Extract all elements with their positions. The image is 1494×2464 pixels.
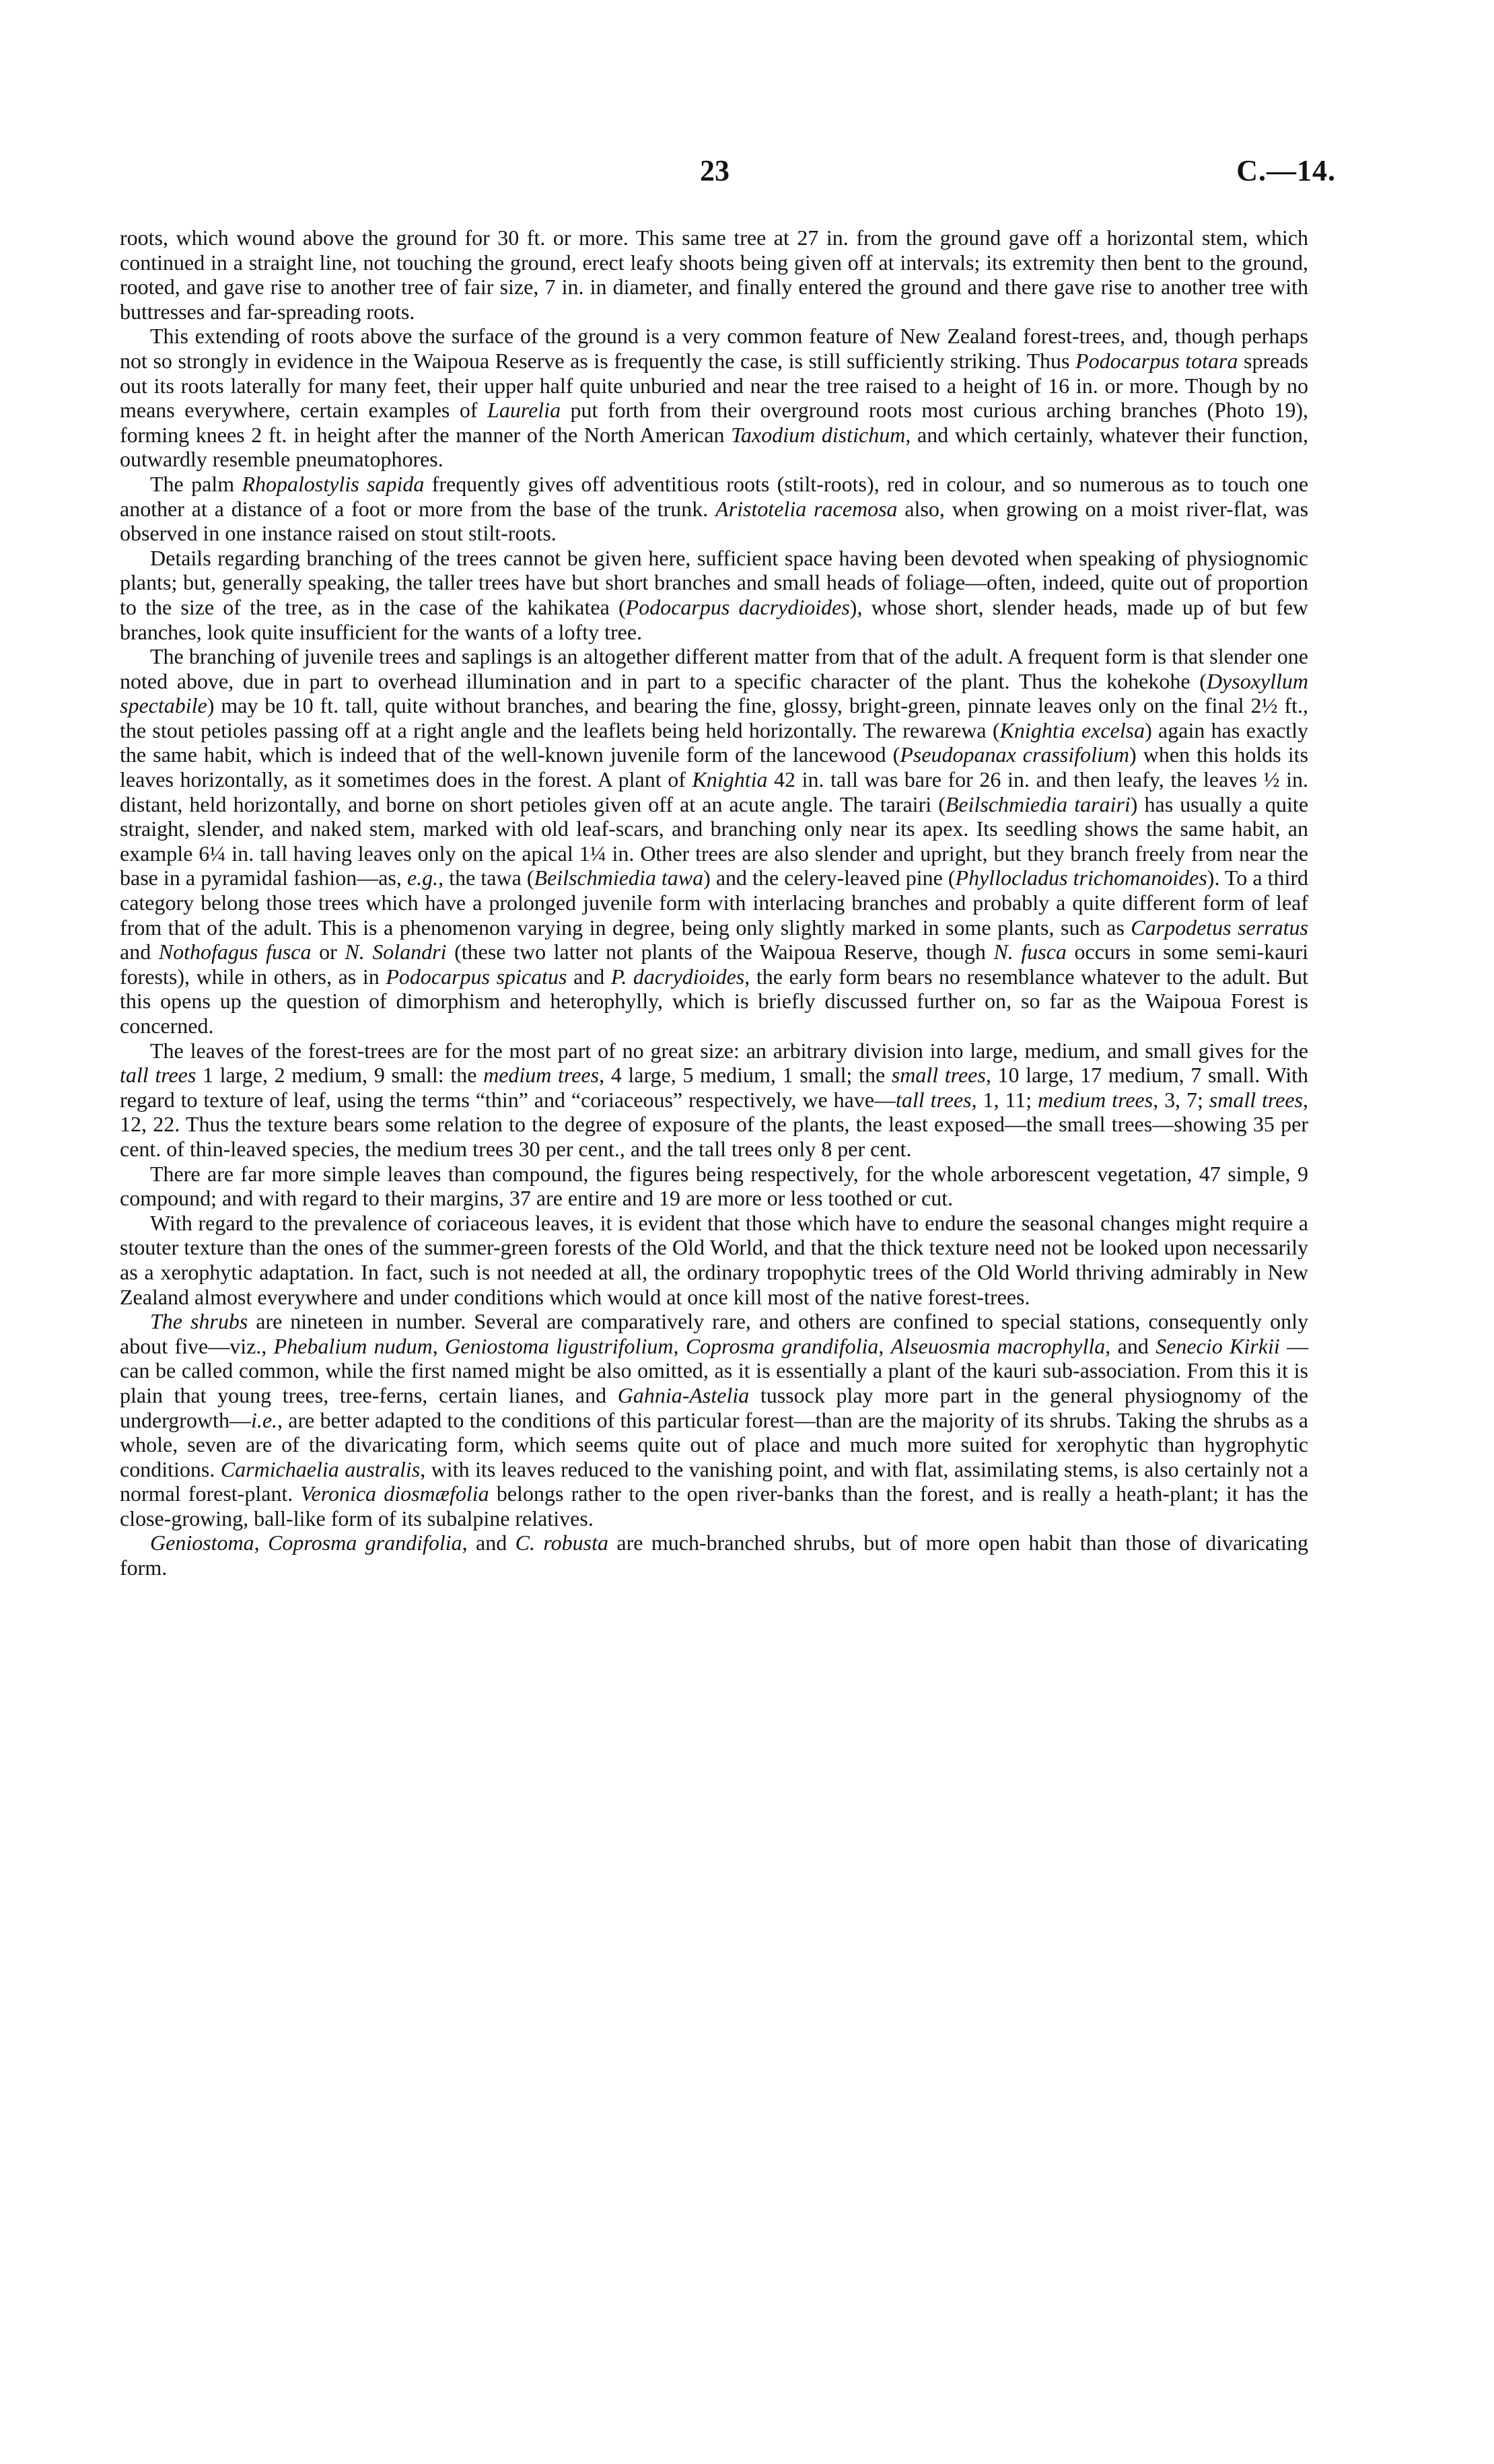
paragraph: There are far more simple leaves than compound, the figures being respectively, for the whole arborescent vegetation, 47 simple, 9 compound; and with regard to their margins, 37 are entire and 19 are more or less toothed or cut.: [120, 1161, 1308, 1211]
paragraph: This extending of roots above the surface of the ground is a very common feature of New Zealand forest-trees, and, though perhaps not so strongly in evidence in the Waipoua Reserve as is frequently the case, is still sufficiently striking. Thus Podocarpus totara spreads out its roots laterally for many feet, their upper half quite unburied and near the tree raised to a height of 16 in. or more. Though by no means everywhere, certain examples of Laurelia put forth from their overground roots most curious arching branches (Photo 19), forming knees 2 ft. in height after the manner of the North American Taxodium distichum, and which certainly, whatever their function, outwardly resemble pneumatophores.: [120, 324, 1309, 472]
paragraph: The palm Rhopalostylis sapida frequently gives off adventitious roots (stilt-roots), red in colour, and so numerous as to touch one another at a distance of a foot or more from the base of the trunk. Aristotelia racemosa also, when growing on a moist river-flat, was observed in one instance raised on stout stilt-roots.: [120, 471, 1309, 546]
paragraph: The shrubs are nineteen in number. Several are comparatively rare, and others are confined to special stations, consequently only about five—viz., Phebalium nudum, Geniostoma ligustrifolium, Coprosma grandifolia, Alseuosmia macrophylla, and Senecio Kirkii — can be called common, while the first named might be also omitted, as it is essentially a plant of the kauri sub-association. From this it is plain that young trees, tree-ferns, certain lianes, and Gahnia-Astelia tussock play more part in the general physiognomy of the undergrowth—i.e., are better adapted to the conditions of this particular forest—than are the majority of its shrubs. Taking the shrubs as a whole, seven are of the divaricating form, which seems quite out of place and much more suited for xerophytic than hygrophytic conditions. Carmichaelia australis, with its leaves reduced to the vanishing point, and with flat, assimilating stems, is also certainly not a normal forest-plant. Veronica diosmæfolia belongs rather to the open river-banks than the forest, and is really a heath-plant; it has the close-growing, ball-like form of its subalpine relatives.: [120, 1309, 1309, 1530]
body-text: [120, 225, 1308, 1580]
paragraph: The leaves of the forest-trees are for the most part of no great size: an arbitrary division into large, medium, and small gives for the tall trees 1 large, 2 medium, 9 small: the medium trees, 4 large, 5 medium, 1 small; the small trees, 10 large, 17 medium, 7 small. With regard to texture of leaf, using the terms “thin” and “coriaceous” respectively, we have—tall trees, 1, 11; medium trees, 3, 7; small trees, 12, 22. Thus the texture bears some relation to the degree of exposure of the plants, the least exposed—the small trees—showing 35 per cent. of thin-leaved species, the medium trees 30 per cent., and the tall trees only 8 per cent.: [120, 1038, 1309, 1161]
paragraph: With regard to the prevalence of coriaceous leaves, it is evident that those which have to endure the seasonal changes might require a stouter texture than the ones of the summer-green forests of the Old World, and that the thick texture need not be looked upon necessarily as a xerophytic adaptation. In fact, such is not needed at all, the ordinary tropophytic trees of the Old World thriving admirably in New Zealand almost everywhere and under conditions which would at once kill most of the native forest-trees.: [120, 1210, 1308, 1309]
paragraph: roots, which wound above the ground for 30 ft. or more. This same tree at 27 in. from the ground gave off a horizontal stem, which continued in a straight line, not touching the ground, erect leafy shoots being given off at intervals; its extremity then bent to the ground, rooted, and gave rise to another tree of fair size, 7 in. in diameter, and finally entered the ground and there gave rise to another tree with buttresses and far-spreading roots.: [120, 225, 1308, 324]
document-code: C.—14.: [1236, 154, 1336, 187]
page-number: 23: [700, 154, 730, 187]
paragraph: Details regarding branching of the trees cannot be given here, sufficient space having been devoted when speaking of physiognomic plants; but, generally speaking, the taller trees have but short branches and small heads of foliage—often, indeed, quite out of proportion to the size of the tree, as in the case of the kahikatea (Podocarpus dacrydioides), whose short, slender heads, made up of but few branches, look quite insufficient for the wants of a lofty tree.: [120, 545, 1309, 644]
page-header: [0, 153, 1494, 207]
paragraph: Geniostoma, Coprosma grandifolia, and C. robusta are much-branched shrubs, but of more open habit than those of divaricating form.: [120, 1530, 1309, 1580]
paragraph: The branching of juvenile trees and saplings is an altogether different matter from that of the adult. A frequent form is that slender one noted above, due in part to overhead illumination and in part to a specific character of the plant. Thus the kohekohe (Dysoxyllum spectabile) may be 10 ft. tall, quite without branches, and bearing the fine, glossy, bright-green, pinnate leaves only on the final 2½ ft., the stout petioles passing off at a right angle and the leaflets being held horizontally. The rewarewa (Knightia excelsa) again has exactly the same habit, which is indeed that of the well-known juvenile form of the lancewood (Pseudopanax crassifolium) when this holds its leaves horizontally, as it sometimes does in the forest. A plant of Knightia 42 in. tall was bare for 26 in. and then leafy, the leaves ½ in. distant, held horizontally, and borne on short petioles given off at an acute angle. The tarairi (Beilschmiedia tarairi) has usually a quite straight, slender, and naked stem, marked with old leaf-scars, and branching only near its apex. Its seedling shows the same habit, an example 6¼ in. tall having leaves only on the apical 1¼ in. Other trees are also slender and upright, but they branch freely from near the base in a pyramidal fashion—as, e.g., the tawa (Beilschmiedia tawa) and the celery-leaved pine (Phyllocladus trichomanoides). To a third category belong those trees which have a prolonged juvenile form with interlacing branches and probably a quite different form of leaf from that of the adult. This is a phenomenon varying in degree, being only slightly marked in some plants, such as Carpodetus serratus and Nothofagus fusca or N. Solandri (these two latter not plants of the Waipoua Reserve, though N. fusca occurs in some semi-kauri forests), while in others, as in Podocarpus spicatus and P. dacrydioides, the early form bears no resemblance whatever to the adult. But this opens up the question of dimorphism and heterophylly, which is briefly discussed further on, so far as the Waipoua Forest is concerned.: [120, 644, 1309, 1038]
